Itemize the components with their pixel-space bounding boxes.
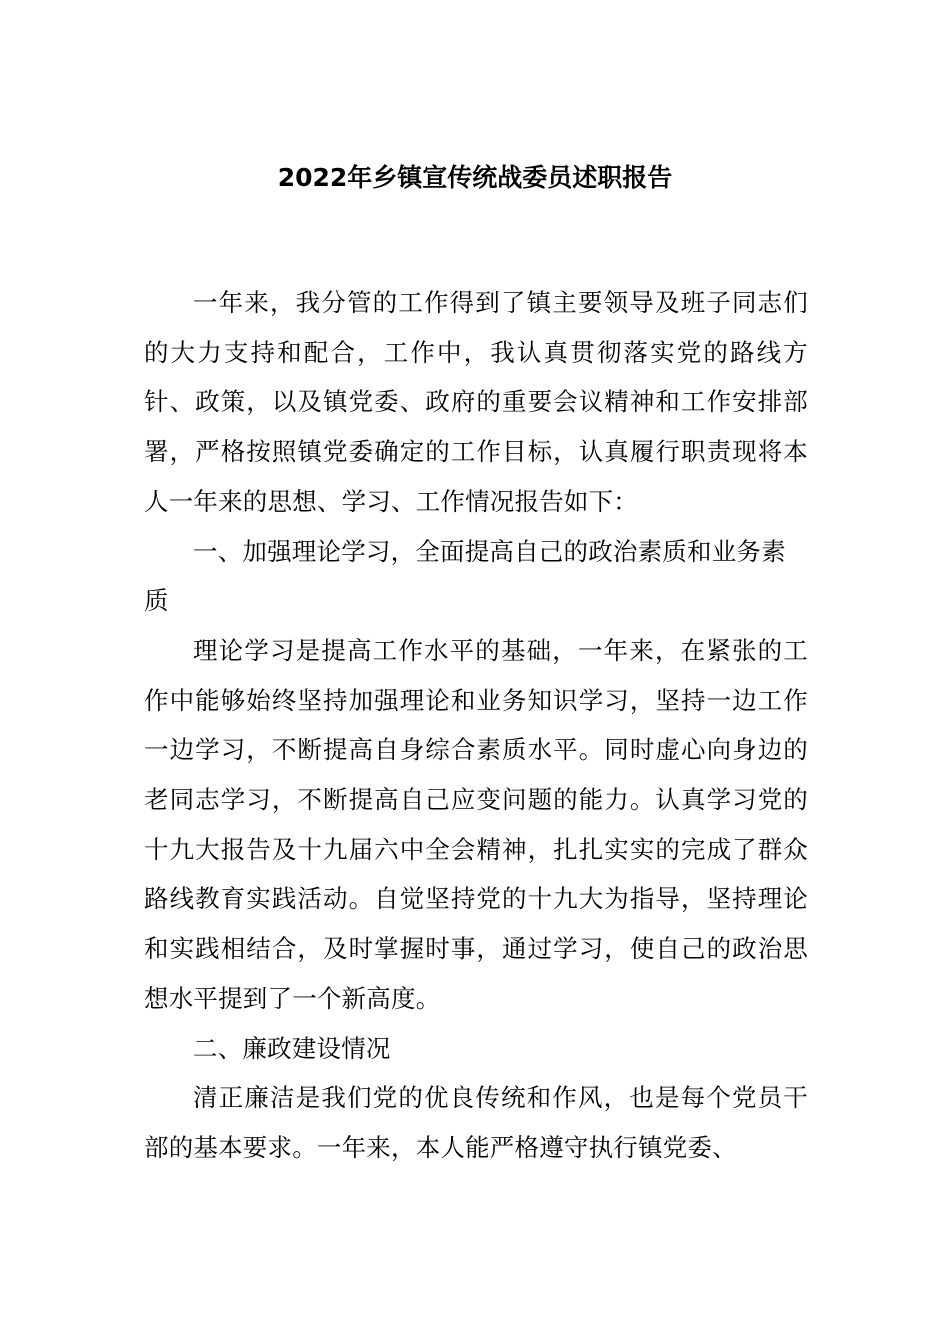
paragraph-intro: 一年来，我分管的工作得到了镇主要领导及班子同志们的大力支持和配合，工作中，我认真贯彻落实党的路线方针、政策，以及镇党委、政府的重要会议精神和工作安排部署，严格按照镇党委确定的工作目标，认真履行职责现将本人一年来的思想、学习、工作情况报告如下： — [144, 288, 808, 516]
section-heading-2: 二、廉政建设情况 — [193, 1033, 391, 1063]
document-title: 2022年乡镇宣传统战委员述职报告 — [277, 163, 673, 192]
paragraph-integrity: 清正廉洁是我们党的优良传统和作风，也是每个党员干部的基本要求。一年来，本人能严格遵守执行镇党委、 — [144, 1083, 808, 1162]
section-heading-1: 一、加强理论学习，全面提高自己的政治素质和业务素质 — [144, 536, 786, 616]
paragraph-theory-study: 理论学习是提高工作水平的基础，一年来，在紧张的工作中能够始终坚持加强理论和业务知识学习，坚持一边工作一边学习，不断提高自身综合素质水平。同时虚心向身边的老同志学习，不断提高自己应变问题的能力。认真学习党的十九大报告及十九届六中全会精神，扎扎实实的完成了群众路线教育实践活动。自觉坚持党的十九大为指导，坚持理论和实践相结合，及时掌握时事，通过学习，使自己的政治思想水平提到了一个新高度。 — [144, 635, 808, 1013]
document-body — [144, 278, 808, 1173]
